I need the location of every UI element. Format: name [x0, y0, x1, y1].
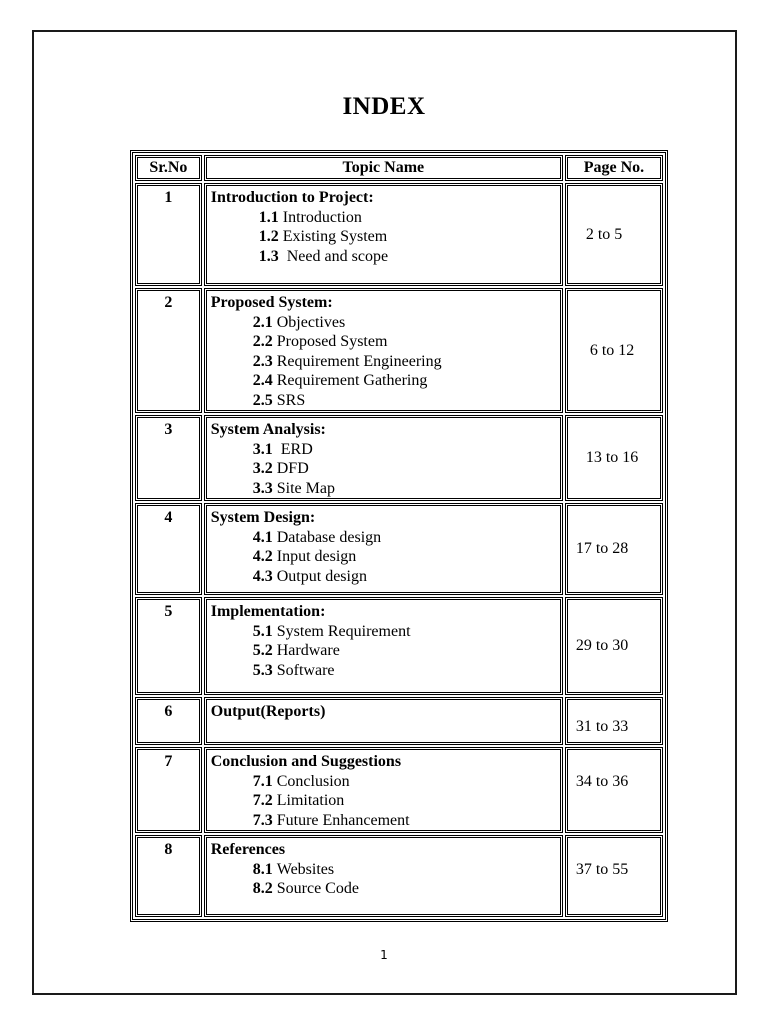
sr-no-cell: 4 — [135, 503, 202, 595]
subtopic — [211, 459, 556, 479]
subtopic-number: 4.2 — [252, 548, 273, 565]
subtopic-number: 1.3 — [258, 247, 279, 265]
subtopic-label: Hardware — [276, 642, 340, 659]
subtopic-label: Websites — [276, 860, 335, 878]
subtopic-number: 4.1 — [252, 528, 273, 546]
header-sr-no: Sr.No — [135, 155, 202, 181]
sr-no-cell: 7 — [135, 747, 202, 833]
table-header-row — [135, 155, 663, 181]
table-row — [135, 415, 663, 501]
index-table — [130, 150, 668, 922]
subtopic — [211, 547, 556, 567]
subtopic-number: 8.2 — [252, 880, 273, 897]
table-row — [135, 503, 663, 595]
subtopic — [211, 791, 556, 811]
subtopic — [211, 860, 556, 880]
page-range-cell: 31 to 33 — [565, 697, 663, 745]
sr-no-cell: 1 — [135, 183, 202, 286]
subtopic-number: 3.3 — [252, 479, 273, 497]
subtopic — [211, 227, 556, 247]
subtopic-number: 4.3 — [252, 567, 273, 585]
subtopic-label: Input design — [276, 548, 357, 565]
topic-title: Proposed System: — [210, 294, 333, 311]
subtopic-label: SRS — [276, 391, 306, 409]
topic-title: System Design: — [210, 509, 316, 526]
subtopic — [211, 391, 556, 411]
subtopic-label: Output design — [276, 567, 367, 585]
topic-cell — [204, 183, 563, 286]
topic-cell — [204, 503, 563, 595]
page-range-cell: 17 to 28 — [565, 503, 663, 595]
subtopic-label: Requirement Gathering — [276, 372, 428, 389]
subtopic — [211, 332, 556, 352]
subtopic — [211, 371, 556, 391]
header-page-no: Page No. — [565, 155, 663, 181]
page-range-cell: 34 to 36 — [565, 747, 663, 833]
subtopic-number: 7.2 — [252, 792, 273, 809]
topic-title: References — [210, 841, 286, 858]
subtopic-label: Need and scope — [282, 247, 389, 265]
topic-cell — [204, 597, 563, 695]
page-title: INDEX — [342, 93, 426, 120]
subtopic-number: 5.3 — [252, 661, 273, 679]
subtopic — [211, 661, 556, 681]
subtopic-label: System Requirement — [276, 622, 411, 640]
sr-no-cell: 8 — [135, 835, 202, 917]
subtopic-label: Introduction — [282, 208, 362, 226]
sr-no-cell: 3 — [135, 415, 202, 501]
subtopic — [211, 528, 556, 548]
subtopic-number: 5.1 — [252, 622, 273, 640]
subtopic — [211, 879, 556, 899]
sr-no-cell: 6 — [135, 697, 202, 745]
subtopic-number: 2.4 — [252, 372, 273, 389]
sr-no-cell: 2 — [135, 288, 202, 413]
subtopic-number: 2.3 — [252, 352, 273, 370]
subtopic-number: 2.2 — [252, 333, 273, 350]
subtopic-label: Existing System — [282, 228, 388, 245]
subtopic — [211, 479, 556, 499]
page-range-cell: 2 to 5 — [565, 183, 663, 286]
subtopic-label: DFD — [276, 460, 309, 477]
header-topic-name: Topic Name — [204, 155, 563, 181]
subtopic-number: 1.1 — [258, 208, 279, 226]
subtopic-label: Site Map — [276, 479, 335, 497]
page-range-cell: 37 to 55 — [565, 835, 663, 917]
subtopic — [211, 567, 556, 587]
subtopic-number: 2.5 — [252, 391, 273, 409]
topic-cell — [204, 747, 563, 833]
subtopic-label: Requirement Engineering — [276, 352, 442, 370]
subtopic-number: 3.1 — [252, 440, 273, 458]
table-row — [135, 835, 663, 917]
subtopic-number: 8.1 — [252, 860, 273, 878]
subtopic-label: Objectives — [276, 313, 346, 331]
subtopic — [211, 772, 556, 792]
subtopic-label: Proposed System — [276, 333, 388, 350]
subtopic — [211, 622, 556, 642]
page-range-cell: 6 to 12 — [565, 288, 663, 413]
topic-cell — [204, 415, 563, 501]
subtopic — [211, 440, 556, 460]
topic-title: Introduction to Project: — [210, 189, 374, 206]
table-row — [135, 697, 663, 745]
page-number: 1 — [380, 948, 388, 962]
table-row — [135, 183, 663, 286]
sr-no-cell: 5 — [135, 597, 202, 695]
subtopic-label: Conclusion — [276, 772, 350, 790]
subtopic — [211, 811, 556, 831]
subtopic — [211, 352, 556, 372]
subtopic-number: 5.2 — [252, 642, 273, 659]
subtopic-number: 1.2 — [258, 228, 279, 245]
subtopic-number: 7.3 — [252, 811, 273, 829]
subtopic-label: Software — [276, 661, 335, 679]
table-row — [135, 747, 663, 833]
subtopic-number: 2.1 — [252, 313, 273, 331]
subtopic-number: 7.1 — [252, 772, 273, 790]
subtopic — [211, 313, 556, 333]
topic-cell — [204, 835, 563, 917]
topic-title: Output(Reports) — [210, 703, 326, 720]
page-range-cell: 29 to 30 — [565, 597, 663, 695]
subtopic-number: 3.2 — [252, 460, 273, 477]
subtopic-label: Database design — [276, 528, 382, 546]
subtopic-label: Limitation — [276, 792, 345, 809]
table-row — [135, 288, 663, 413]
subtopic-label: Future Enhancement — [276, 811, 410, 829]
subtopic — [211, 641, 556, 661]
subtopic-label: ERD — [276, 440, 313, 458]
topic-title: Conclusion and Suggestions — [210, 753, 402, 770]
subtopic — [211, 247, 556, 267]
topic-cell — [204, 288, 563, 413]
page-range-cell: 13 to 16 — [565, 415, 663, 501]
subtopic — [211, 208, 556, 228]
topic-title: System Analysis: — [210, 421, 326, 438]
topic-title: Implementation: — [210, 603, 326, 620]
table-row — [135, 597, 663, 695]
subtopic-label: Source Code — [276, 880, 359, 897]
topic-cell — [204, 697, 563, 745]
